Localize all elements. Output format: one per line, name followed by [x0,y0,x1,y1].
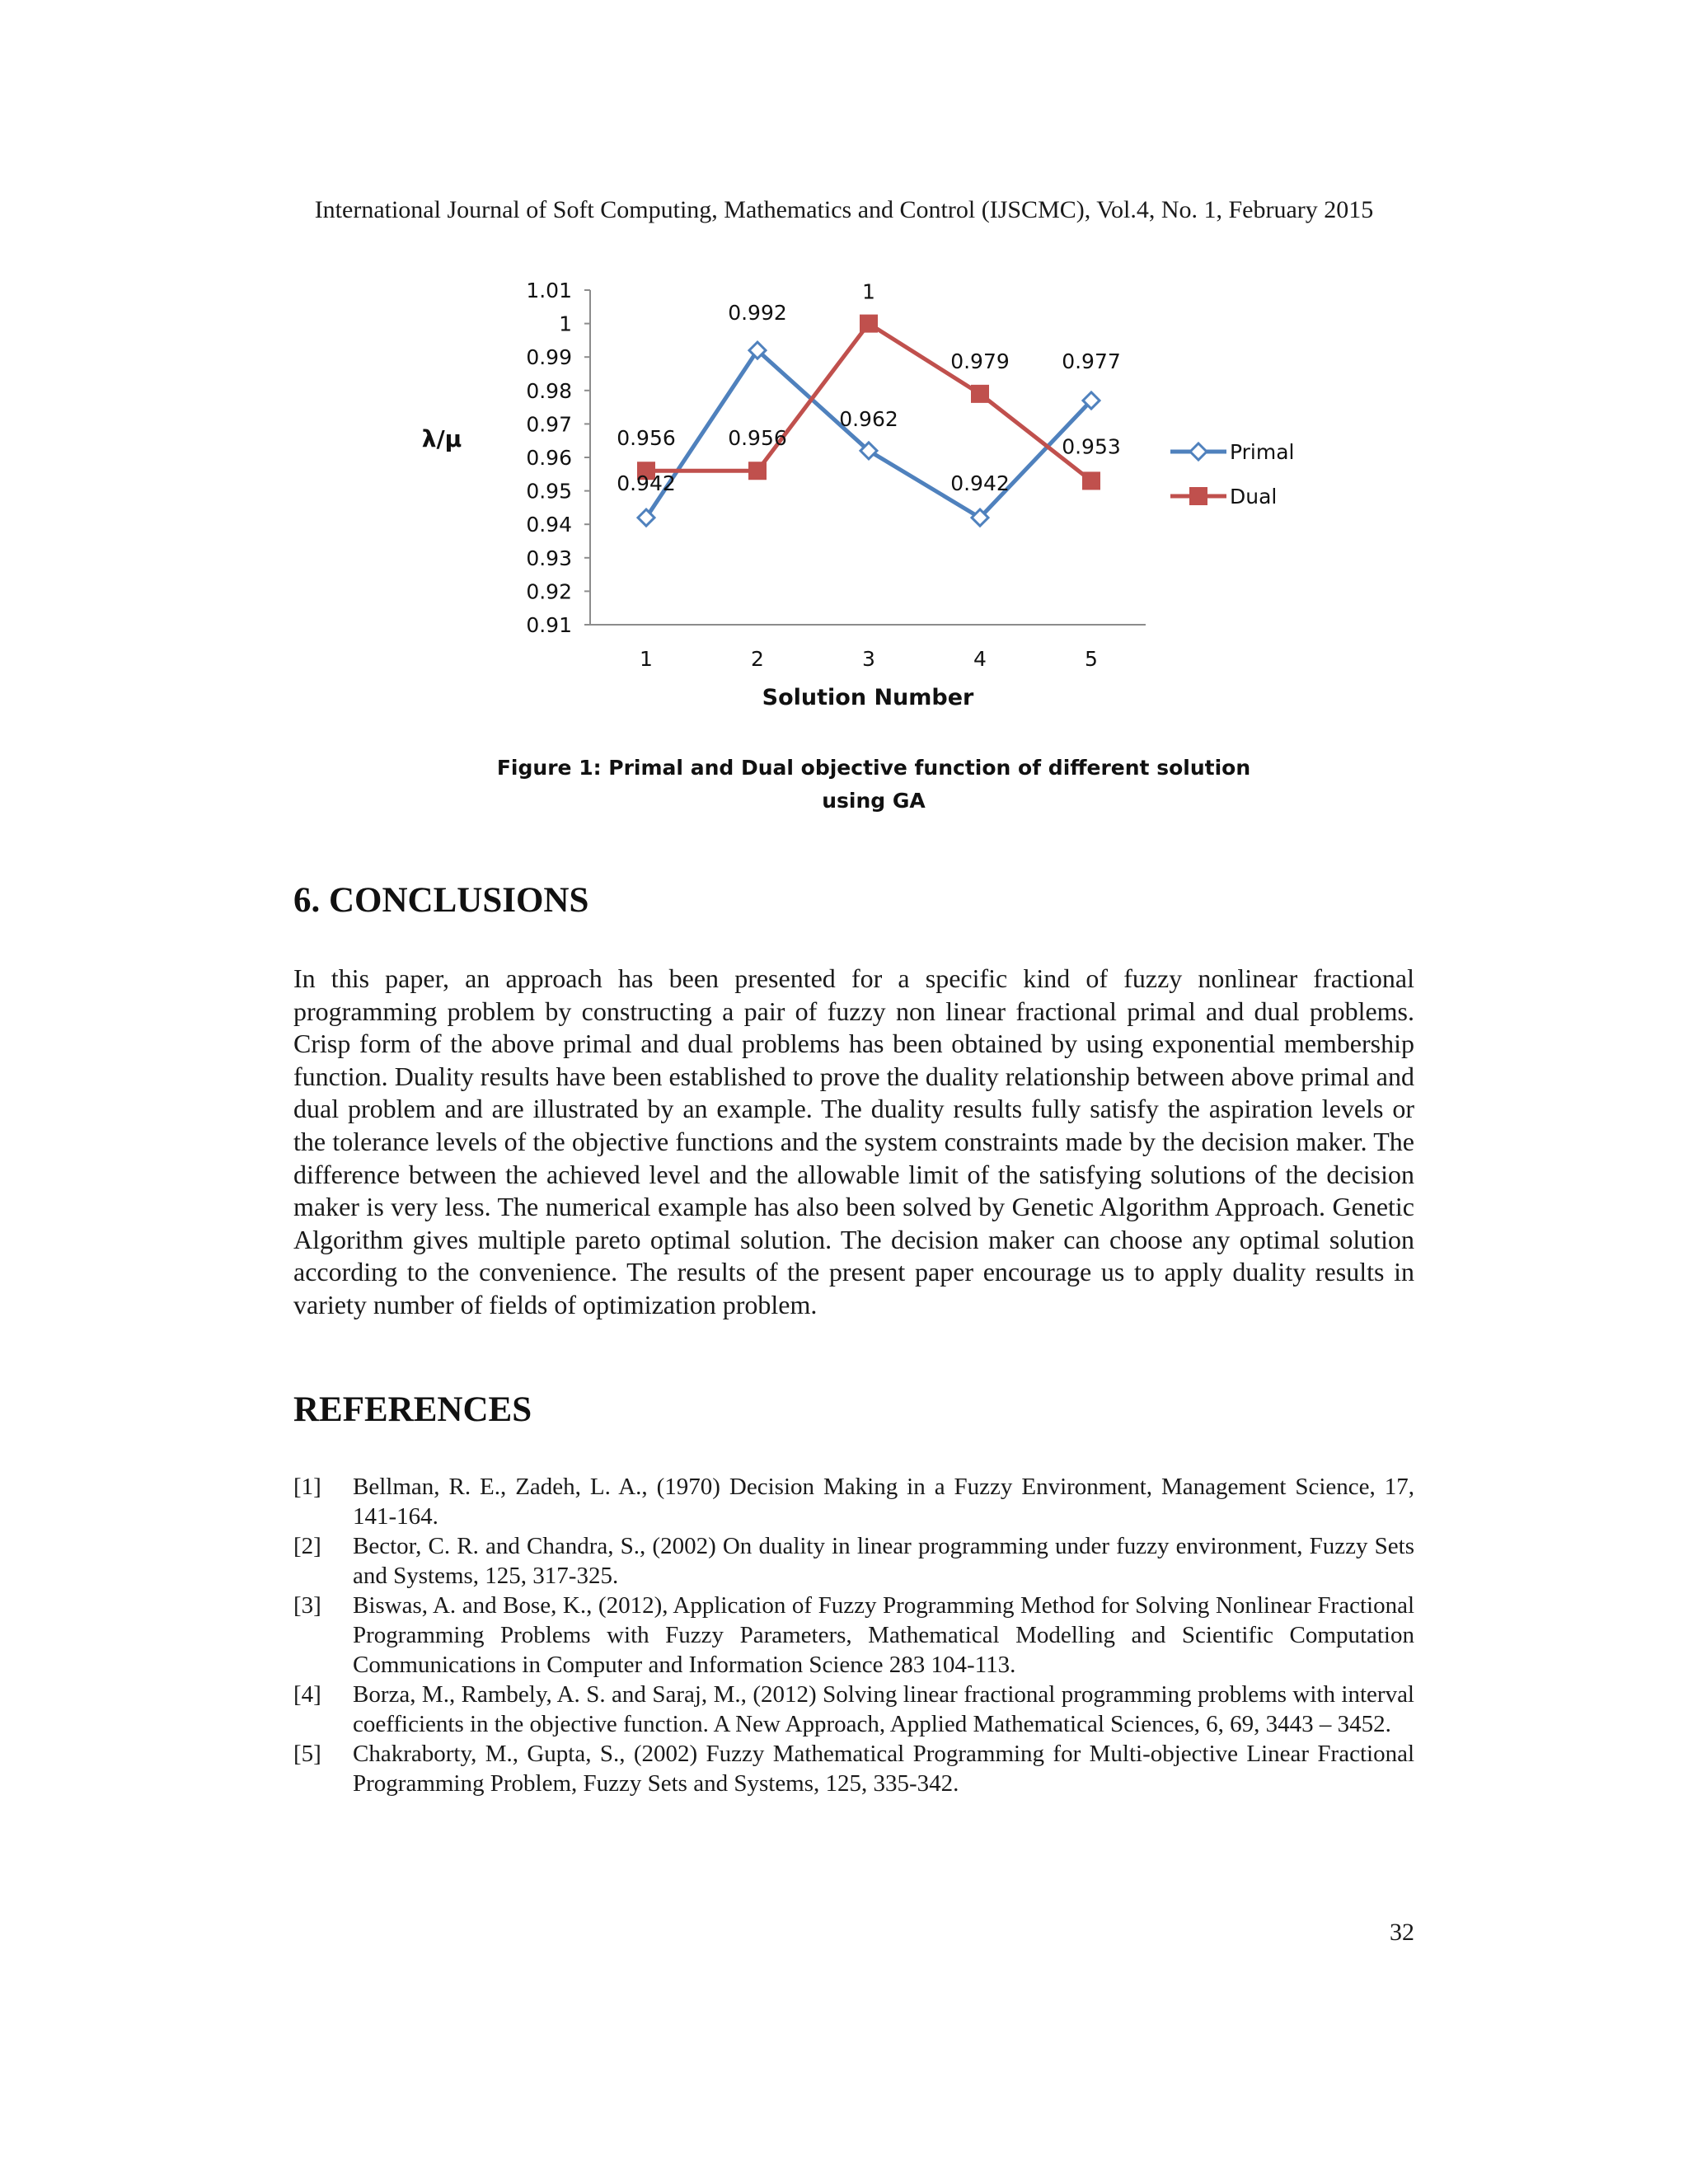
primal-data-label: 0.992 [728,301,787,326]
reference-item [293,1739,1414,1798]
y-tick-label: 0.92 [526,579,572,604]
y-tick-label: 1 [559,312,572,336]
reference-item [293,1531,1414,1591]
references-heading: REFERENCES [293,1390,532,1429]
y-tick-label: 0.97 [526,412,572,437]
x-tick-label: 1 [640,647,653,671]
primal-data-label: 0.942 [950,471,1010,496]
reference-number: [5] [293,1741,321,1767]
primal-data-label: 0.977 [1062,349,1121,373]
reference-item [293,1680,1414,1739]
y-tick-label: 0.94 [526,513,572,537]
x-tick-label: 5 [1085,647,1098,671]
dual-data-label: 1 [862,279,875,304]
conclusions-heading: 6. CONCLUSIONS [293,881,589,920]
y-tick-label: 0.96 [526,446,572,470]
y-tick-label: 0.93 [526,546,572,570]
reference-text: Bellman, R. E., Zadeh, L. A., (1970) Decision Making in a Fuzzy Environment, Management Science, 17, 141-164. [353,1474,1414,1530]
x-tick-label: 4 [973,647,987,671]
dual-data-label: 0.956 [728,426,787,451]
y-tick-label: 0.98 [526,378,572,403]
x-tick-label: 3 [862,647,875,671]
dual-data-label: 0.953 [1062,434,1121,459]
reference-number: [4] [293,1681,321,1708]
figure-caption-line-1: Figure 1: Primal and Dual objective function of different solution [496,756,1251,780]
reference-list [293,1472,1414,1798]
dual-data-point [748,462,767,480]
dual-data-point [1082,471,1100,490]
legend-label-dual: Dual [1230,485,1278,509]
running-header: International Journal of Soft Computing, Mathematics and Control (IJSCMC), Vol.4, No. 1, February 2015 [314,196,1374,223]
y-axis-title: λ/µ [421,425,462,452]
dual-data-point [860,315,878,333]
y-tick-label: 0.95 [526,479,572,504]
reference-text: Bector, C. R. and Chandra, S., (2002) On duality in linear programming under fuzzy environment, Fuzzy Sets and Systems, 125, 317-325. [353,1533,1414,1589]
series-line-primal [646,350,1091,518]
primal-data-label: 0.962 [839,406,898,431]
primal-data-label: 0.942 [617,471,676,496]
y-tick-label: 0.91 [526,613,572,637]
reference-number: [1] [293,1474,321,1500]
x-tick-label: 2 [751,647,764,671]
dual-data-label: 0.979 [950,349,1010,373]
y-tick-label: 1.01 [526,279,572,302]
legend-label-primal: Primal [1230,440,1295,464]
reference-number: [3] [293,1592,321,1619]
reference-item [293,1591,1414,1680]
y-tick-label: 0.99 [526,345,572,370]
legend-marker-primal [1190,443,1207,460]
reference-number: [2] [293,1533,321,1559]
conclusions-paragraph: In this paper, an approach has been presented for a specific kind of fuzzy nonlinear fractional programming problem by constructing a pair of fuzzy non linear fractional primal and dual problems. Crisp form of the above primal and dual problems has been obtained by using exponential membership function. Duality results have been established to prove the duality relationship between above primal and dual problem and are illustrated by an example. The duality results fully satisfy the aspiration levels or the tolerance levels of the objective functions and the system constraints made by the decision maker. The difference between the achieved level and the allowable limit of the satisfying solutions of the decision maker is very less. The numerical example has also been solved by Genetic Algorithm Approach. Genetic Algorithm gives multiple pareto optimal solution. The decision maker can choose any optimal solution according to the convenience. The results of the present paper encourage us to apply duality results in variety number of fields of optimization problem. [293,963,1414,1319]
line-chart [396,264,1343,725]
page-number: 32 [1390,1919,1414,1946]
x-axis-title: Solution Number [762,685,974,710]
reference-text: Borza, M., Rambely, A. S. and Saraj, M., (2012) Solving linear fractional programming problems with interval coefficients in the objective function. A New Approach, Applied Mathematical Sciences, 6, 69, 3443 – 3452. [353,1681,1414,1737]
figure-caption [462,752,1286,818]
reference-text: Biswas, A. and Bose, K., (2012), Application of Fuzzy Programming Method for Solving Nonlinear Fractional Programming Problems with Fuzzy Parameters, Mathematical Modelling and Scientific Computation Communications in Computer and Information Science 283 104-113. [353,1592,1414,1678]
dual-data-label: 0.956 [617,426,676,451]
figure-caption-line-2: using GA [822,789,926,813]
dual-data-point [971,385,989,403]
legend-marker-dual [1189,487,1207,505]
reference-item [293,1472,1414,1531]
reference-text: Chakraborty, M., Gupta, S., (2002) Fuzzy Mathematical Programming for Multi-objective Linear Fractional Programming Problem, Fuzzy Sets and Systems, 125, 335-342. [353,1741,1414,1797]
